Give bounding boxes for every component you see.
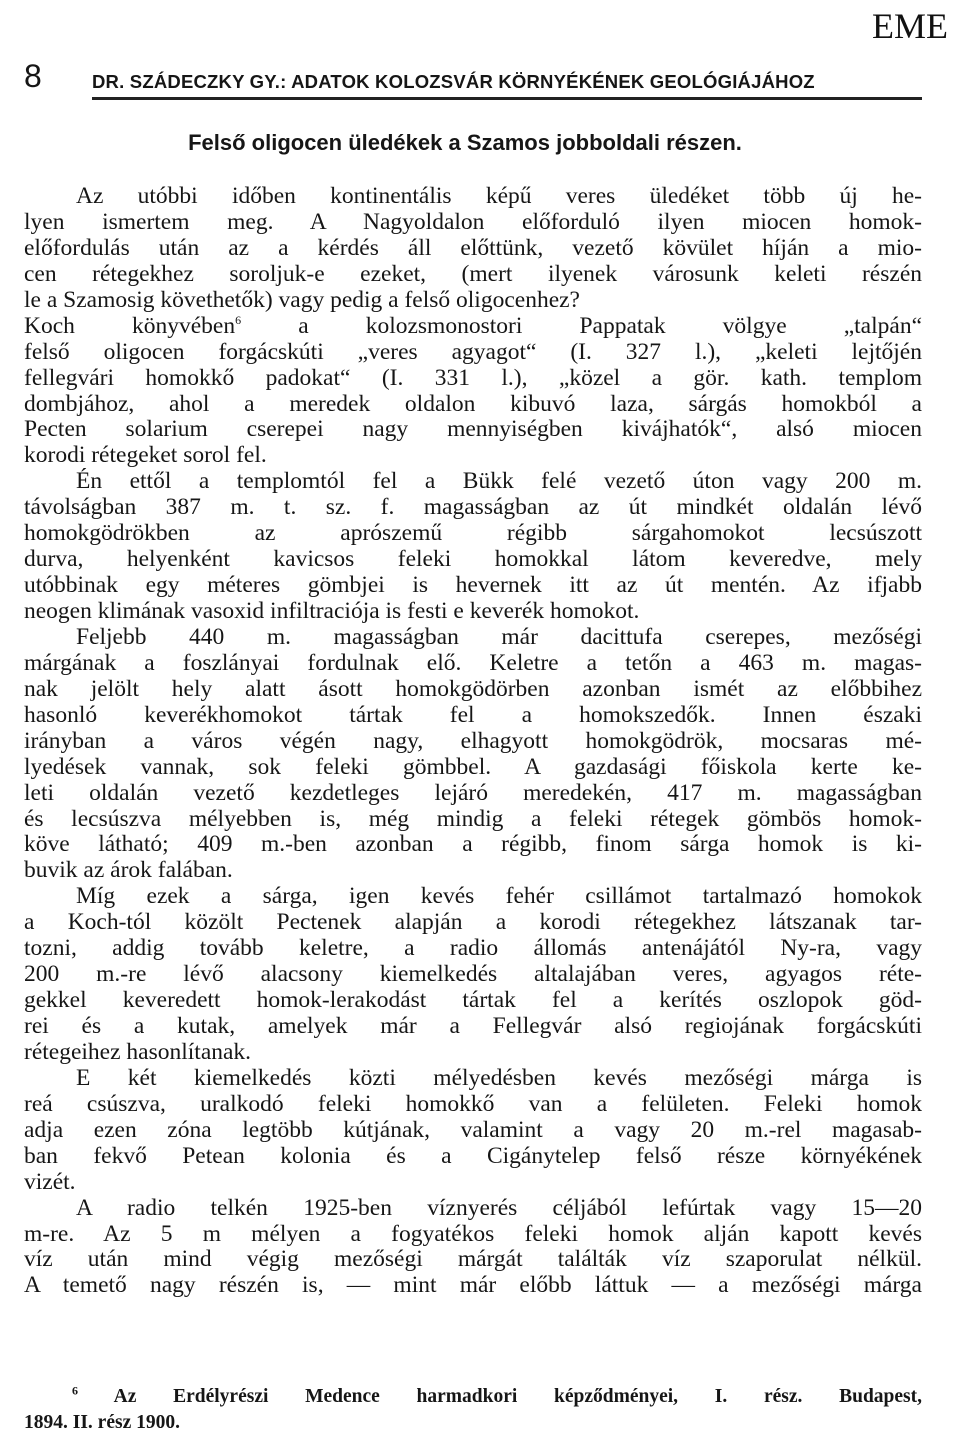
text-line: utóbbinak egy méteres gömbjei is hevernek itt az út mentén. Az ifjabb	[24, 572, 922, 599]
footnote-line	[24, 1384, 922, 1410]
text-line: dombjához, ahol a meredek oldalon kibuvó laza, sárgás homokból a	[24, 390, 922, 417]
text-line: m-re. Az 5 m mélyen a fogyatékos feleki homok alján kapott kevés	[24, 1220, 922, 1247]
footnote-marker: 6	[72, 1383, 78, 1398]
text-line: előfordulás után az a kérdés áll előttünk, vezető kövület híján a mio-	[24, 234, 922, 261]
page-number: 8	[24, 58, 42, 94]
text-line: leti oldalán vezető kezdetleges lejáró meredekén, 417 m. magasságban	[24, 779, 922, 806]
text-line: durva, helyenként kavicsos feleki homokkal látom keveredve, mely	[24, 546, 922, 573]
text-line: hasonló keverékhomokot tártak fel a homokszedők. Innen északi	[24, 701, 922, 728]
text-line: Én ettől a templomtól fel a Bükk felé vezető úton vagy 200 m.	[76, 468, 922, 495]
text-line	[24, 314, 922, 340]
text-line: és lecsúszva mélyebben is, még mindig a feleki rétegek gömbös homok-	[24, 805, 922, 832]
text-line: buvik az árok falában.	[24, 857, 233, 884]
text-line: Míg ezek a sárga, igen kevés fehér csillámot tartalmazó homokok	[76, 883, 922, 910]
text-line: gekkel keveredett homok-lerakodást tártak fel a kerítés oszlopok göd-	[24, 987, 922, 1014]
text-line: irányban a város végén nagy, elhagyott homokgödrök, mocsaras mé-	[24, 727, 922, 754]
text-line: távolságban 387 m. t. sz. f. magasságban az út mindkét oldalán lévő	[24, 494, 922, 521]
text-line: le a Szamosig követhetők) vagy pedig a felső oligocenhez?	[24, 286, 580, 313]
section-title: Felső oligocen üledékek a Szamos jobboldali részen.	[188, 130, 742, 155]
text-line: reá csúszva, uralkodó feleki homokkő van a felületen. Feleki homok	[24, 1090, 922, 1117]
body-text	[24, 184, 922, 1299]
logo-text: EME	[872, 6, 948, 46]
text-line: neogen klimának vasoxid infiltraciója is festi e keverék homokot.	[24, 598, 640, 624]
text-line: ban fekvő Petean kolonia és a Cigánytelep felső része környékének	[24, 1142, 922, 1169]
eme-logo	[872, 8, 948, 44]
footnote-text: Az Erdélyrészi Medence harmadkori képződményei, I. rész. Budapest,	[78, 1386, 922, 1407]
text-line: tozni, addig tovább keletre, a radio állomás antenájától Ny-ra, vagy	[24, 935, 922, 962]
text-line: lyedések vannak, sok feleki gömbbel. A gazdasági főiskola kerte ke-	[24, 753, 922, 780]
text-line: víz után mind végig mezőségi márgát találták víz szaporulat nélkül.	[24, 1246, 922, 1273]
text-line: Feljebb 440 m. magasságban már dacittufa cserepes, mezőségi	[76, 623, 922, 650]
text-line: 200 m.-re lévő alacsony kiemelkedés altalajában veres, agyagos réte-	[24, 961, 922, 988]
text-line: lyen ismertem meg. A Nagyoldalon előforduló ilyen miocen homok-	[24, 208, 922, 235]
footnote-line: 1894. II. rész 1900.	[24, 1412, 180, 1433]
text-line: fellegvári homokkő padokat“ (I. 331 l.), „közel a gör. kath. templom	[24, 364, 922, 391]
text-line: vizét.	[24, 1168, 76, 1195]
header-rule	[92, 97, 922, 100]
text-line: A radio telkén 1925-ben víznyerés céljából lefúrtak vagy 15—20	[76, 1194, 922, 1221]
text-line: felső oligocen forgácskúti „veres agyagot“ (I. 327 l.), „keleti lejtőjén	[24, 338, 922, 365]
text-segment: Koch könyvében	[24, 312, 236, 339]
text-line: korodi rétegeket sorol fel.	[24, 442, 267, 469]
text-line: cen rétegekhez soroljuk-e ezeket, (mert ilyenek városunk keleti részén	[24, 260, 922, 287]
footnote	[24, 1384, 922, 1436]
text-line: E két kiemelkedés közti mélyedésben kevés mezőségi márga is	[76, 1064, 922, 1091]
text-line: rétegeihez hasonlítanak.	[24, 1038, 252, 1065]
text-line: márgának a foszlányai fordulnak elő. Keletre a tetőn a 463 m. magas-	[24, 649, 922, 676]
text-line: A temető nagy részén is, — mint már előbb láttuk — a mezőségi márga	[24, 1272, 922, 1299]
text-line: Az utóbbi időben kontinentális képű veres üledéket több új he-	[76, 183, 922, 209]
text-segment: a kolozsmonostori Pappatak völgye „talpán“	[241, 312, 922, 339]
running-head: DR. SZÁDECZKY GY.: ADATOK KOLOZSVÁR KÖRNYÉKÉNEK GEOLÓGIÁJÁHOZ	[92, 71, 815, 92]
text-line: homokgödrökben az aprószemű régibb sárgahomokot lecsúszott	[24, 520, 922, 547]
text-line: köve látható; 409 m.-ben azonban a régibb, finom sárga homok is ki-	[24, 831, 922, 858]
text-line: Pecten solarium cserepei nagy mennyiségben kivájhatók“, alsó miocen	[24, 416, 922, 443]
text-line: rei és a kutak, amelyek már a Fellegvár alsó regiojának forgácskúti	[24, 1013, 922, 1039]
footnote-reference: 6	[235, 312, 242, 327]
text-line: a Koch-tól közölt Pectenek alapján a korodi rétegekhez látszanak tar-	[24, 909, 922, 936]
text-line: adja ezen zóna legtöbb kútjának, valamint a vagy 20 m.-rel magasab-	[24, 1116, 922, 1143]
text-line: nak jelölt hely alatt ásott homokgödörben azonban ismét az előbbihez	[24, 675, 922, 702]
